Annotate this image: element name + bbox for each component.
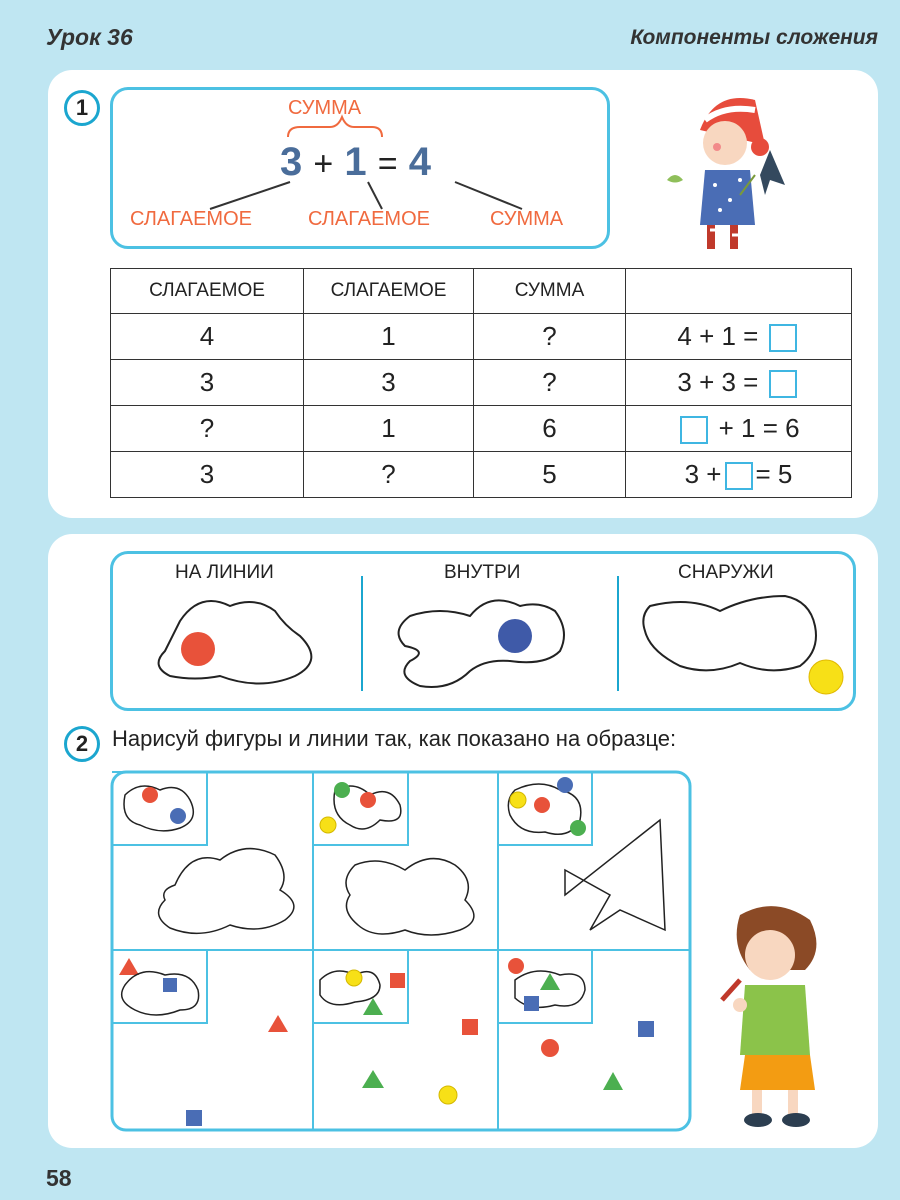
table-cell: 3 xyxy=(304,360,474,406)
lesson-title: Урок 36 xyxy=(46,24,133,50)
table-cell: 5 xyxy=(474,452,626,498)
table-cell-unknown: ? xyxy=(474,314,626,360)
girl-illustration xyxy=(655,85,835,255)
table-cell: 3 xyxy=(111,452,304,498)
equals-sign: = xyxy=(377,145,398,183)
label-addend-2: СЛАГАЕМОЕ xyxy=(308,208,430,230)
drawing-grid xyxy=(110,770,695,1135)
answer-box[interactable] xyxy=(769,324,797,352)
equation-text: + 1 = 6 xyxy=(718,412,800,443)
equation-text: = 5 xyxy=(755,458,793,489)
col-header-addend-1: СЛАГАЕМОЕ xyxy=(111,269,304,314)
answer-box[interactable] xyxy=(725,462,753,490)
col-header-addend-2: СЛАГАЕМОЕ xyxy=(304,269,474,314)
example-equation xyxy=(280,140,431,185)
label-sum: СУММА xyxy=(490,208,564,230)
label-addend-1: СЛАГАЕМОЕ xyxy=(130,208,252,230)
table-cell: 4 xyxy=(111,314,304,360)
equation-text: 3 + 3 = xyxy=(677,366,759,397)
plus-sign: + xyxy=(313,145,334,183)
equation-cell xyxy=(626,452,852,498)
page-number: 58 xyxy=(46,1165,72,1191)
boy-illustration xyxy=(710,895,850,1135)
equation-cell xyxy=(626,314,852,360)
table-cell-unknown: ? xyxy=(474,360,626,406)
label-inside: ВНУТРИ xyxy=(444,562,521,583)
addend-a: 3 xyxy=(280,140,303,184)
task2-instruction: Нарисуй фигуры и линии так, как показано на образце: xyxy=(112,726,677,751)
table-cell-unknown: ? xyxy=(304,452,474,498)
equation-cell xyxy=(626,406,852,452)
table-cell-unknown: ? xyxy=(111,406,304,452)
col-header-equation xyxy=(626,269,852,314)
answer-box[interactable] xyxy=(769,370,797,398)
sum-result: 4 xyxy=(408,140,431,184)
components-table xyxy=(110,268,852,498)
table-cell: 1 xyxy=(304,406,474,452)
answer-box[interactable] xyxy=(680,416,708,444)
col-header-sum: СУММА xyxy=(474,269,626,314)
equation-text: 4 + 1 = xyxy=(677,320,759,351)
equation-text: 3 + xyxy=(684,458,722,489)
table-cell: 3 xyxy=(111,360,304,406)
label-outside: СНАРУЖИ xyxy=(678,562,774,583)
equation-cell xyxy=(626,360,852,406)
table-cell: 1 xyxy=(304,314,474,360)
addend-b: 1 xyxy=(344,140,367,184)
page-header xyxy=(0,0,900,62)
task2-number: 2 xyxy=(64,726,100,762)
topic-title: Компоненты сложения xyxy=(630,26,878,49)
table-cell: 6 xyxy=(474,406,626,452)
label-on-line: НА ЛИНИИ xyxy=(175,562,274,583)
example-sum-top: СУММА xyxy=(288,97,362,119)
task1-number: 1 xyxy=(64,90,100,126)
